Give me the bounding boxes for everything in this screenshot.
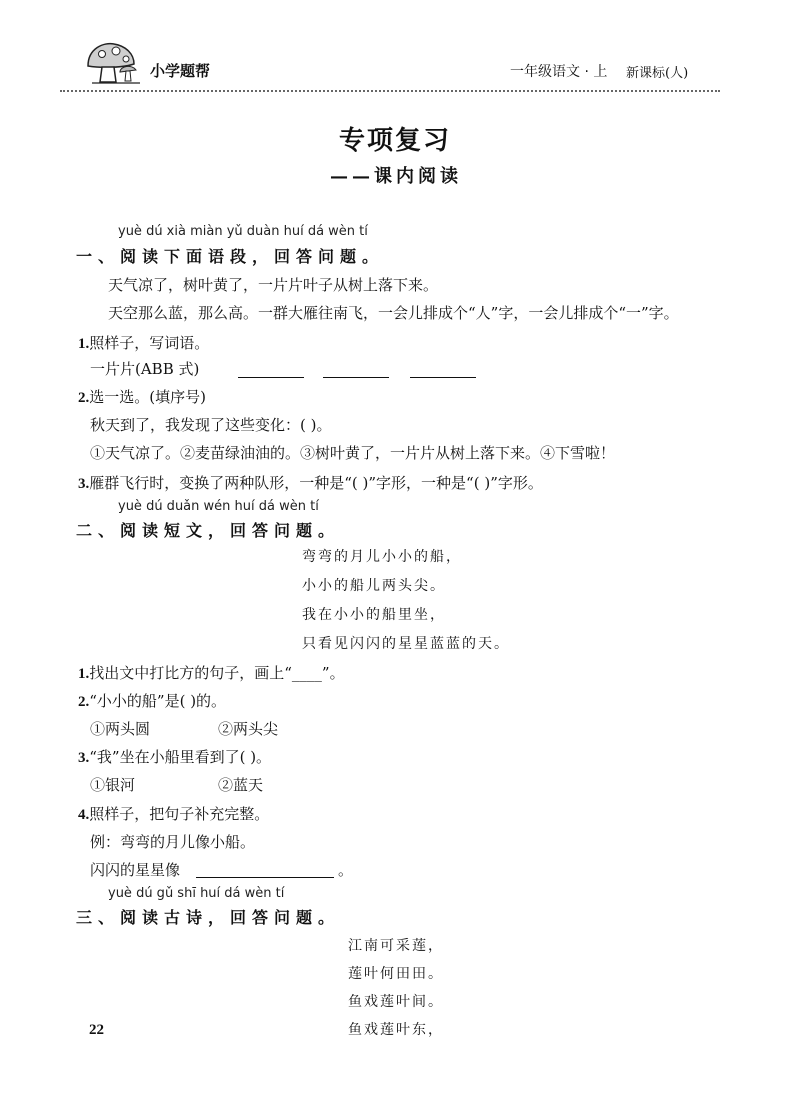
question-text: 雁群飞行时，变换了两种队形，一种是“( )”字形，一种是“( )”字形。	[89, 474, 543, 492]
answer-blank-2[interactable]	[323, 377, 389, 378]
answer-options: ①天气凉了。②麦苗绿油油的。③树叶黄了，一片片从树上落下来。④下雪啦！	[90, 444, 616, 462]
q-number: 2.	[78, 390, 90, 406]
question-line: 秋天到了，我发现了这些变化：( )。	[90, 416, 332, 434]
page-number: 22	[89, 1022, 104, 1038]
question-text: 照样子，把句子补充完整。	[89, 805, 270, 823]
option-a: ①银河	[90, 776, 136, 794]
section1-para1: 天气凉了，树叶黄了，一片片叶子从树上落下来。	[108, 276, 439, 294]
question-text: 照样子，写词语。	[89, 334, 210, 352]
answer-blank-1[interactable]	[238, 377, 304, 378]
answer-blank-3[interactable]	[410, 377, 476, 378]
section1-heading: 一、阅读下面语段，回答问题。	[76, 247, 385, 266]
poem-line: 小小的船儿两头尖。	[302, 578, 446, 594]
poem-line: 鱼戏莲叶东，	[348, 1022, 444, 1038]
poem-line: 鱼戏莲叶间。	[348, 994, 444, 1010]
poem-line: 我在小小的船里坐，	[302, 607, 446, 623]
poem-line: 莲叶何田田。	[348, 966, 444, 982]
section2-heading: 二、阅读短文，回答问题。	[76, 521, 341, 540]
fill-sentence: 闪闪的星星像	[90, 861, 181, 879]
q-number: 3.	[78, 750, 90, 766]
grade-label: 一年级语文 · 上	[510, 64, 608, 80]
poem-line: 弯弯的月儿小小的船，	[302, 549, 462, 565]
section1-pinyin: yuè dú xià miàn yǔ duàn huí dá wèn tí	[118, 224, 368, 239]
question-text: “小小的船”是( )的。	[89, 692, 227, 710]
mushroom-icon	[82, 38, 142, 88]
q-number: 4.	[78, 807, 90, 823]
poem-line: 江南可采莲，	[348, 938, 444, 954]
edition-label: 新课标(人)	[626, 66, 689, 81]
example-sentence: 例：弯弯的月儿像小船。	[90, 833, 256, 851]
q-number: 1.	[78, 666, 90, 682]
option-a: ①两头圆	[90, 720, 151, 738]
q-number: 1.	[78, 336, 90, 352]
header-divider	[60, 90, 720, 92]
section3-pinyin: yuè dú gǔ shī huí dá wèn tí	[108, 886, 285, 901]
page-subtitle: ——课内阅读	[330, 166, 462, 187]
example-text: 一片片(ABB 式)	[90, 360, 200, 378]
section2-pinyin: yuè dú duǎn wén huí dá wèn tí	[118, 499, 319, 514]
question-text: 选一选。(填序号)	[89, 388, 206, 406]
q-number: 2.	[78, 694, 90, 710]
question-text: 找出文中打比方的句子，画上“____”。	[89, 664, 345, 682]
brand-name: 小学题帮	[150, 62, 211, 80]
poem-line: 只看见闪闪的星星蓝蓝的天。	[302, 636, 510, 652]
sentence-end: 。	[338, 861, 354, 879]
option-b: ②两头尖	[218, 720, 279, 738]
section1-para2: 天空那么蓝，那么高。一群大雁往南飞，一会儿排成个“人”字，一会儿排成个“一”字。	[108, 304, 679, 322]
option-b: ②蓝天	[218, 776, 264, 794]
section3-heading: 三、阅读古诗，回答问题。	[76, 908, 341, 927]
answer-blank[interactable]	[196, 877, 334, 878]
q-number: 3.	[78, 476, 90, 492]
page-title: 专项复习	[338, 126, 451, 156]
question-text: “我”坐在小船里看到了( )。	[89, 748, 272, 766]
